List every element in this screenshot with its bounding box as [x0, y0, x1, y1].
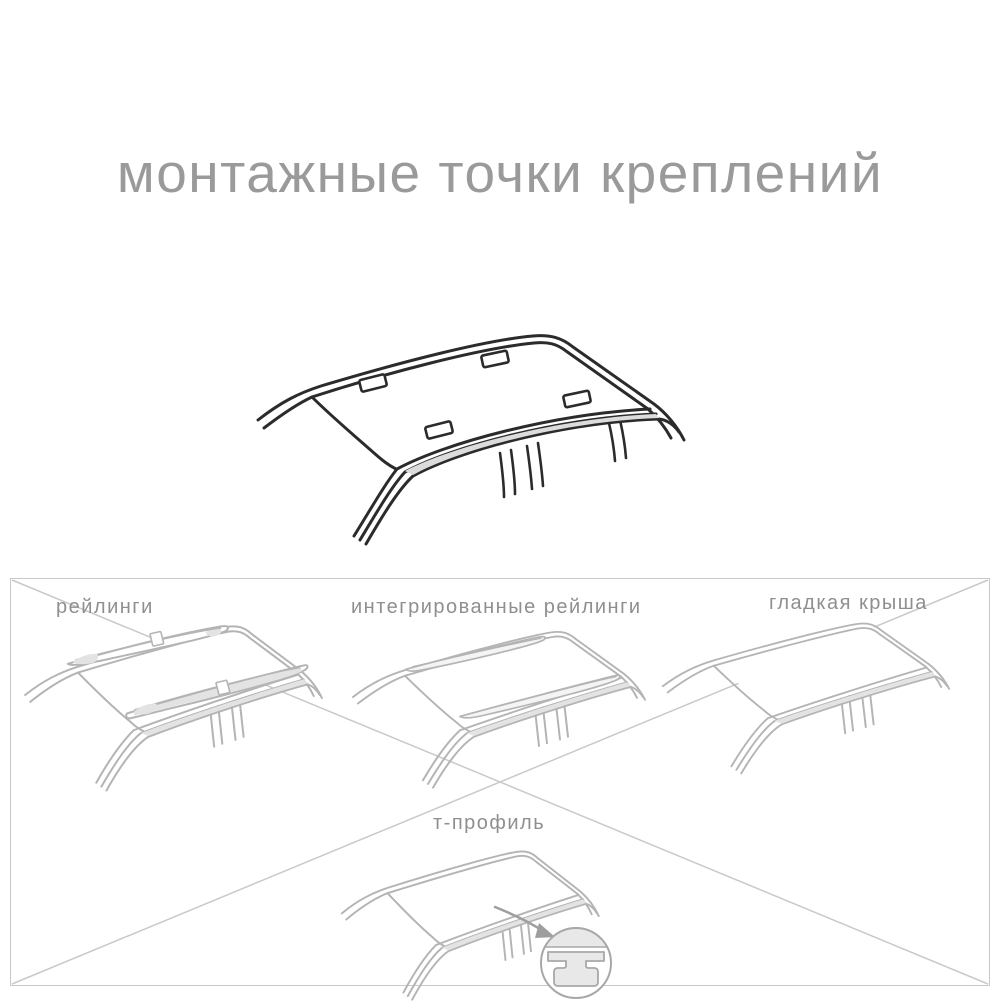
- variant-label-rails: рейлинги: [56, 596, 154, 618]
- page-title: монтажные точки креплений: [116, 142, 884, 204]
- t-profile-roof-icon: [319, 841, 664, 1006]
- variant-label-smooth-roof: гладкая крыша: [769, 592, 928, 614]
- smooth-roof-icon: [653, 615, 957, 793]
- car-roof-mounting-points-icon: [233, 327, 713, 567]
- variant-label-integrated-rails: интегрированные рейлинги: [351, 596, 642, 618]
- t-profile-cross-section: [548, 952, 604, 986]
- mounting-variants-box: [10, 578, 990, 986]
- rails-roof-icon: [15, 617, 330, 812]
- integrated-rails-roof-icon: [343, 623, 653, 808]
- variant-label-t-profile: т-профиль: [433, 812, 546, 834]
